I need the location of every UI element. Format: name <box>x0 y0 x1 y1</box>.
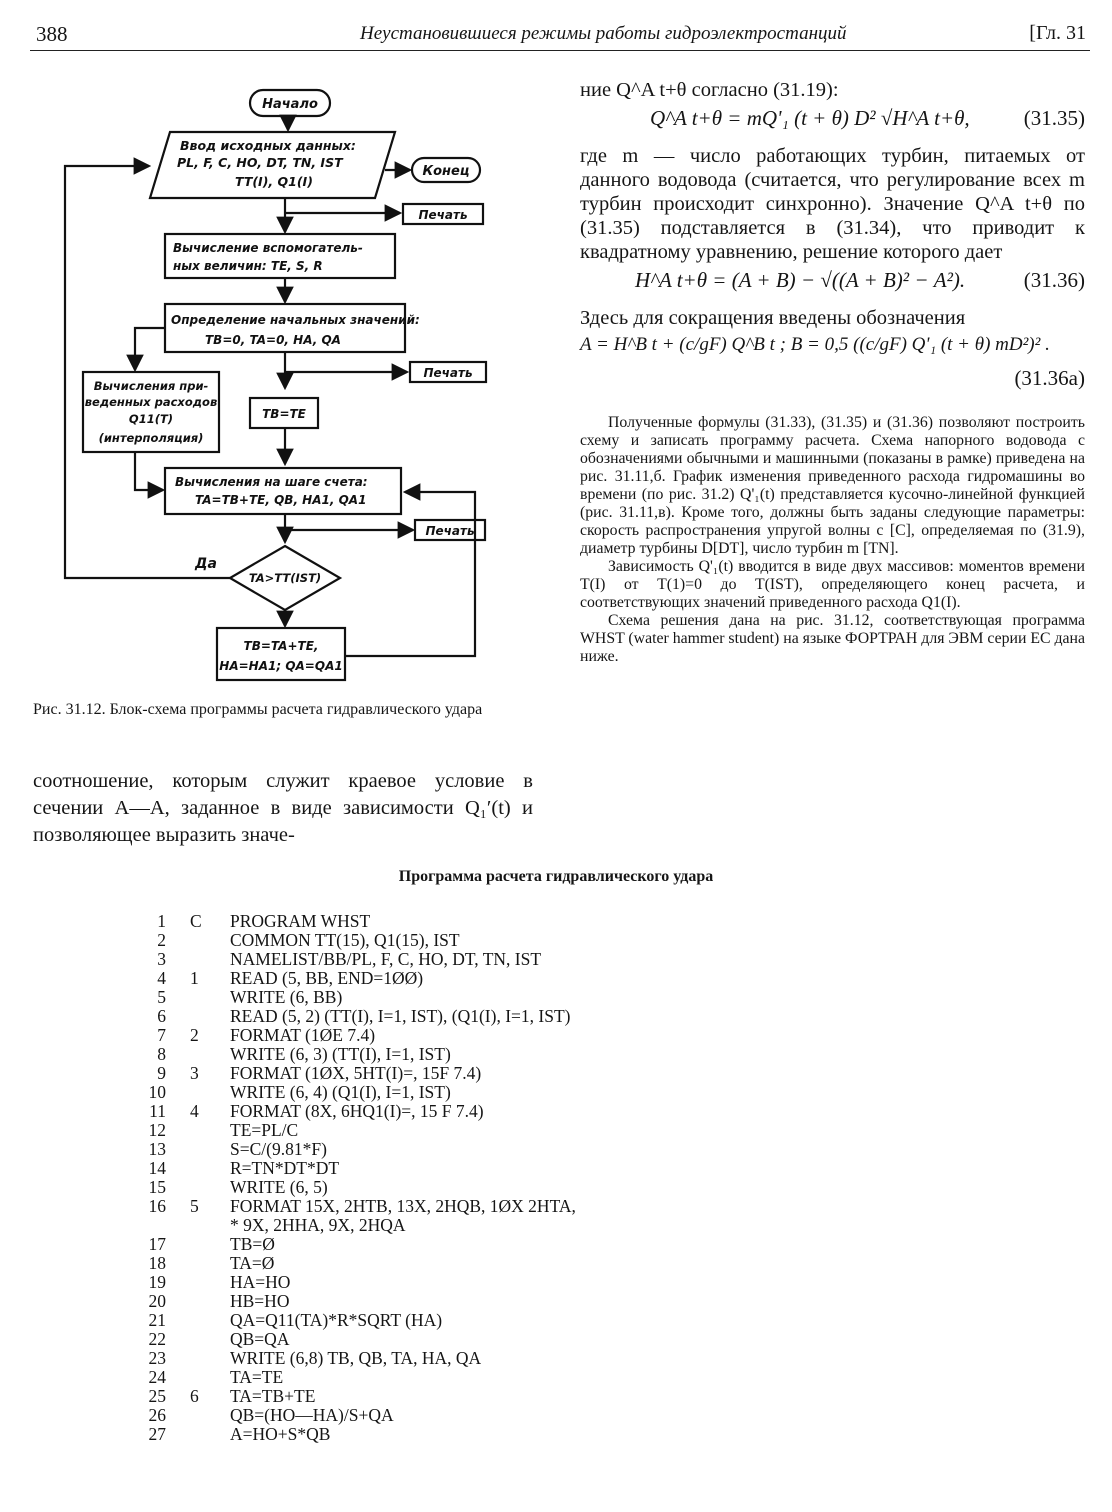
small-paragraph-1: Полученные формулы (31.33), (31.35) и (31.36) позволяют построить схему и записать программу расчета. Схема напорного водовода с обозначениями обычными и машинными (показаны в рамке) приведена на рис. 31.11,б. График изменения приведенного расхода гидромашины во времени (по рис. 31.2) Q'₁(t) представляется кусочно-линейной функцией (рис. 31.11,в). Кроме того, должны быть заданы следующие параметры: скорость распространения упругой волны c [C], определяемая по (31.9), диаметр турбины D[DT], число турбин m [TN]. <box>580 414 1085 557</box>
aux-line-2: ных величин: TE, S, R <box>173 259 323 273</box>
equation-31-35-number: (31.35) <box>1023 106 1085 130</box>
input-line-3: TT(I), Q1(I) <box>235 174 313 189</box>
init-line-1: Определение начальных значений: <box>171 313 420 327</box>
code-statement: TE=PL/C <box>230 1120 299 1140</box>
line-number: 10 <box>148 1082 166 1102</box>
line-number: 12 <box>148 1120 166 1140</box>
line-number: 20 <box>148 1291 166 1311</box>
line-number: 22 <box>148 1329 166 1349</box>
equation-31-36 <box>580 268 1085 302</box>
line-number: 9 <box>157 1063 166 1083</box>
code-statement: WRITE (6, 5) <box>230 1177 328 1197</box>
line-number: 15 <box>148 1177 166 1197</box>
code-statement: QB=QA <box>230 1329 290 1349</box>
code-statement: TB=Ø <box>230 1234 275 1254</box>
code-statement: WRITE (6, 4) (Q1(I), I=1, IST) <box>230 1082 451 1102</box>
line-number: 8 <box>157 1044 166 1064</box>
line-number: 2 <box>157 930 166 950</box>
code-statement: PROGRAM WHST <box>230 911 371 931</box>
statement-label: 3 <box>190 1063 199 1083</box>
statement-label: 1 <box>190 968 199 988</box>
start-label: Начало <box>262 97 318 112</box>
code-statement: FORMAT (8X, 6HQ1(I)=, 15 F 7.4) <box>230 1101 484 1121</box>
decision-label: TA>TT(IST) <box>248 571 322 585</box>
line-number: 11 <box>149 1101 166 1121</box>
code-statement: COMMON TT(15), Q1(15), IST <box>230 930 460 950</box>
line-number: 4 <box>157 968 166 988</box>
line-number: 26 <box>148 1405 166 1425</box>
statement-label: 4 <box>190 1101 199 1121</box>
tbte-label: TB=TE <box>262 407 306 421</box>
yes-label: Да <box>195 556 217 572</box>
print-label-3: Печать <box>425 524 475 538</box>
code-statement: WRITE (6, 3) (TT(I), I=1, IST) <box>230 1044 451 1064</box>
code-statement: READ (5, 2) (TT(I), I=1, IST), (Q1(I), I=1, IST) <box>230 1006 571 1026</box>
figure-caption: Рис. 31.12. Блок-схема программы расчета гидравлического удара <box>33 701 483 718</box>
equation-31-36a-number: (31.36а) <box>1014 366 1085 390</box>
equation-31-36a-number-row <box>580 366 1085 396</box>
aux-line-1: Вычисление вспомогатель- <box>173 241 363 255</box>
init-line-2: TB=0, TA=0, HA, QA <box>205 333 341 347</box>
code-statement: * 9X, 2HHA, 9X, 2HQA <box>230 1215 406 1235</box>
code-statement: TA=Ø <box>230 1253 275 1273</box>
statement-label: 6 <box>190 1386 199 1406</box>
line-number: 24 <box>148 1367 166 1387</box>
line-number: 18 <box>148 1253 166 1273</box>
line-number: 27 <box>148 1424 166 1444</box>
small-paragraph-2: Зависимость Q'₁(t) вводится в виде двух массивов: моментов времени T(I) от T(1)=0 до T(IST), определяющего конец расчета, и соответствующих значений приведенного расхода Q1(I). <box>580 558 1085 611</box>
code-statement: NAMELIST/BB/PL, F, C, HO, DT, TN, IST <box>230 949 542 969</box>
code-statement: HB=HO <box>230 1291 290 1311</box>
interp-line-4: (интерполяция) <box>98 431 204 445</box>
code-statement: READ (5, BB, END=1ØØ) <box>230 968 424 988</box>
step-line-1: Вычисления на шаге счета: <box>175 475 368 489</box>
left-paragraph: соотношение, которым служит краевое условие в сечении A—A, заданное в виде зависимости Q₁′(t) и позволяющее выразить значе- <box>33 770 533 846</box>
line-number: 21 <box>148 1310 166 1330</box>
code-statement: S=C/(9.81*F) <box>230 1139 327 1159</box>
line-number: 23 <box>148 1348 166 1368</box>
code-statement: TA=TE <box>230 1367 284 1387</box>
line-number: 19 <box>148 1272 166 1292</box>
page-number: 388 <box>36 22 68 46</box>
code-statement: R=TN*DT*DT <box>230 1158 340 1178</box>
end-label: Конец <box>422 164 470 179</box>
equation-31-36-body: H^A t+θ = (A + B) − √((A + B)² − A²). <box>635 268 966 292</box>
code-statement: HA=HO <box>230 1272 291 1292</box>
statement-label: 2 <box>190 1025 199 1045</box>
line-number: 6 <box>157 1006 166 1026</box>
line-number: 3 <box>157 949 166 969</box>
code-statement: FORMAT (1ØE 7.4) <box>230 1025 376 1045</box>
statement-label: C <box>190 911 202 931</box>
right-column <box>580 78 1085 666</box>
equation-31-36a-body: A = H^B t + (c/gF) Q^B t ; B = 0,5 ((c/gF) Q'₁ (t + θ) mD²)² . <box>580 334 1050 355</box>
code-statement: QB=(HO—HA)/S+QA <box>230 1405 394 1425</box>
line-number: 17 <box>148 1234 166 1254</box>
input-line-1: Ввод исходных данных: <box>180 138 356 153</box>
equation-31-35 <box>580 106 1085 140</box>
code-statement: FORMAT (1ØX, 5HT(I)=, 15F 7.4) <box>230 1063 482 1083</box>
code-statement: TA=TB+TE <box>230 1386 316 1406</box>
program-title: Программа расчета гидравлического удара <box>398 868 714 885</box>
interp-line-1: Вычисления при- <box>93 379 209 393</box>
step-line-2: TA=TB+TE, QB, HA1, QA1 <box>195 493 367 507</box>
code-statement: A=HO+S*QB <box>230 1424 331 1444</box>
left-column-text <box>33 768 533 849</box>
print-label-2: Печать <box>423 366 473 380</box>
update-line-2: HA=HA1; QA=QA1 <box>219 659 343 673</box>
line-number: 16 <box>148 1196 166 1216</box>
paragraph-1: где m — число работающих турбин, питаемых от данного водовода (считается, что регулирование всех m турбин происходит синхронно). Значение Q^A t+θ по (31.35) подставляется в (31.34), что приводит к квадратному уравнению, решение которого дает <box>580 145 1085 263</box>
running-header <box>30 20 1090 51</box>
small-paragraph-3: Схема решения дана на рис. 31.12, соответствующая программа WHST (water hammer student) на языке ФОРТРАН для ЭВМ серии ЕС дана ниже. <box>580 612 1085 665</box>
update-line-1: TB=TA+TE, <box>243 639 319 653</box>
line-number: 25 <box>148 1386 166 1406</box>
input-line-2: PL, F, C, HO, DT, TN, IST <box>177 155 343 170</box>
code-statement: QA=Q11(TA)*R*SQRT (HA) <box>230 1310 443 1330</box>
line-number: 14 <box>148 1158 166 1178</box>
equation-31-35-body: Q^A t+θ = mQ'₁ (t + θ) D² √H^A t+θ, <box>650 106 970 130</box>
header-title: Неустановившиеся режимы работы гидроэлектростанций <box>360 23 847 44</box>
code-statement: FORMAT 15X, 2HTB, 13X, 2HQB, 1ØX 2HTA, <box>230 1196 576 1216</box>
line-number: 1 <box>157 911 166 931</box>
flowchart <box>55 80 545 690</box>
code-statement: WRITE (6, BB) <box>230 987 343 1007</box>
interp-line-2: веденных расходов <box>84 395 218 409</box>
equation-31-36-number: (31.36) <box>1023 268 1085 292</box>
equation-31-36a <box>580 334 1085 362</box>
chapter-ref: [Гл. 31 <box>1029 22 1086 44</box>
statement-label: 5 <box>190 1196 199 1216</box>
line-number: 5 <box>157 987 166 1007</box>
paragraph-2: Здесь для сокращения введены обозначения <box>580 307 966 329</box>
line-number: 7 <box>157 1025 166 1045</box>
interp-line-3: Q11(T) <box>128 412 174 426</box>
line-number: 13 <box>148 1139 166 1159</box>
print-label-1: Печать <box>418 208 468 222</box>
code-statement: WRITE (6,8) TB, QB, TA, HA, QA <box>230 1348 482 1368</box>
intro-text: ние Q^A t+θ согласно (31.19): <box>580 79 839 101</box>
